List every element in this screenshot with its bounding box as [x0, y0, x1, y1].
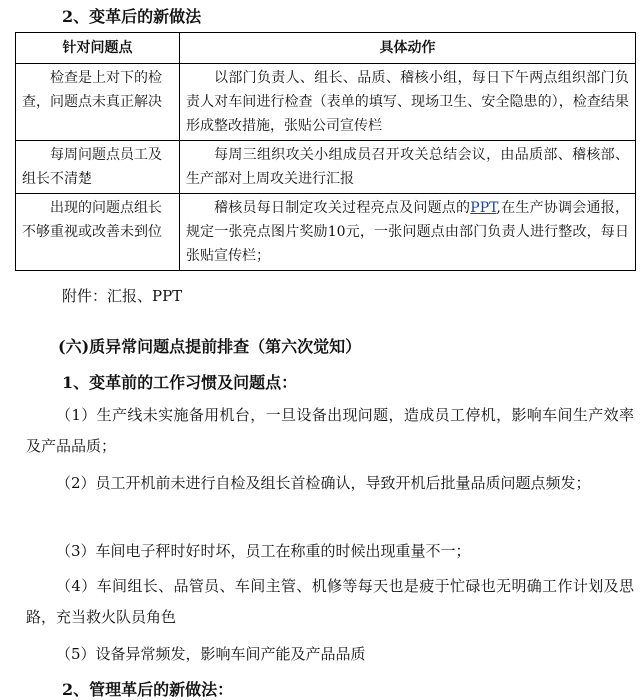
- problem-paragraph-5: （5）设备异常频发，影响车间产能及产品品质: [56, 645, 366, 663]
- table-row: [16, 194, 636, 271]
- action-cell: 每周三组织攻关小组成员召开攻关总结会议，由品质部、稽核部、生产部对上周攻关进行汇报: [180, 141, 636, 194]
- measures-table: [15, 32, 636, 271]
- problem-paragraph-2: （2）员工开机前未进行自检及组长首检确认，导致开机后批量品质问题点频发；: [56, 474, 591, 492]
- subheading-after-change: 2、管理革后的新做法：: [62, 680, 234, 699]
- issue-cell: 检查是上对下的检查，问题点未真正解决: [16, 64, 180, 141]
- table-header-row: [16, 33, 636, 64]
- subheading-before-change: 1、变革前的工作习惯及问题点：: [62, 373, 298, 392]
- action-text: ,在生产协调会通报，规定一张亮点图片奖励10元，一张问题点由部门负责人进行整改，每日张贴宣传栏；: [186, 200, 629, 264]
- action-text: 稽核员每日制定攻关过程亮点及问题点的: [214, 200, 471, 216]
- table-row: [16, 64, 636, 141]
- problem-paragraph-3: （3）车间电子秤时好时坏，员工在称重的时候出现重量不一；: [56, 542, 471, 560]
- action-cell: [180, 194, 636, 271]
- heading-new-methods-top: 2、变革后的新做法: [62, 7, 202, 26]
- column-header-issue: 针对问题点: [16, 33, 180, 64]
- problem-paragraph-1: （1）生产线未实施备用机台，一旦设备出现问题，造成员工停机，影响车间生产效率及产品品质；: [26, 406, 634, 455]
- attachment-note: 附件：汇报、PPT: [62, 287, 183, 305]
- issue-cell: 出现的问题点组长不够重视或改善未到位: [16, 194, 180, 271]
- action-cell: 以部门负责人、组长、品质、稽核小组，每日下午两点组织部门负责人对车间进行检查（表单的填写、现场卫生、安全隐患的），检查结果形成整改措施，张贴公司宣传栏: [180, 64, 636, 141]
- table-row: [16, 141, 636, 194]
- column-header-action: 具体动作: [180, 33, 636, 64]
- problem-paragraph-4: （4）车间组长、品管员、车间主管、机修等每天也是疲于忙碌也无明确工作计划及思路，充当救火队员角色: [26, 577, 634, 626]
- ppt-link[interactable]: PPT: [470, 200, 497, 216]
- section-title: (六)质异常问题点提前排查（第六次觉知）: [58, 337, 362, 356]
- issue-cell: 每周问题点员工及组长不清楚: [16, 141, 180, 194]
